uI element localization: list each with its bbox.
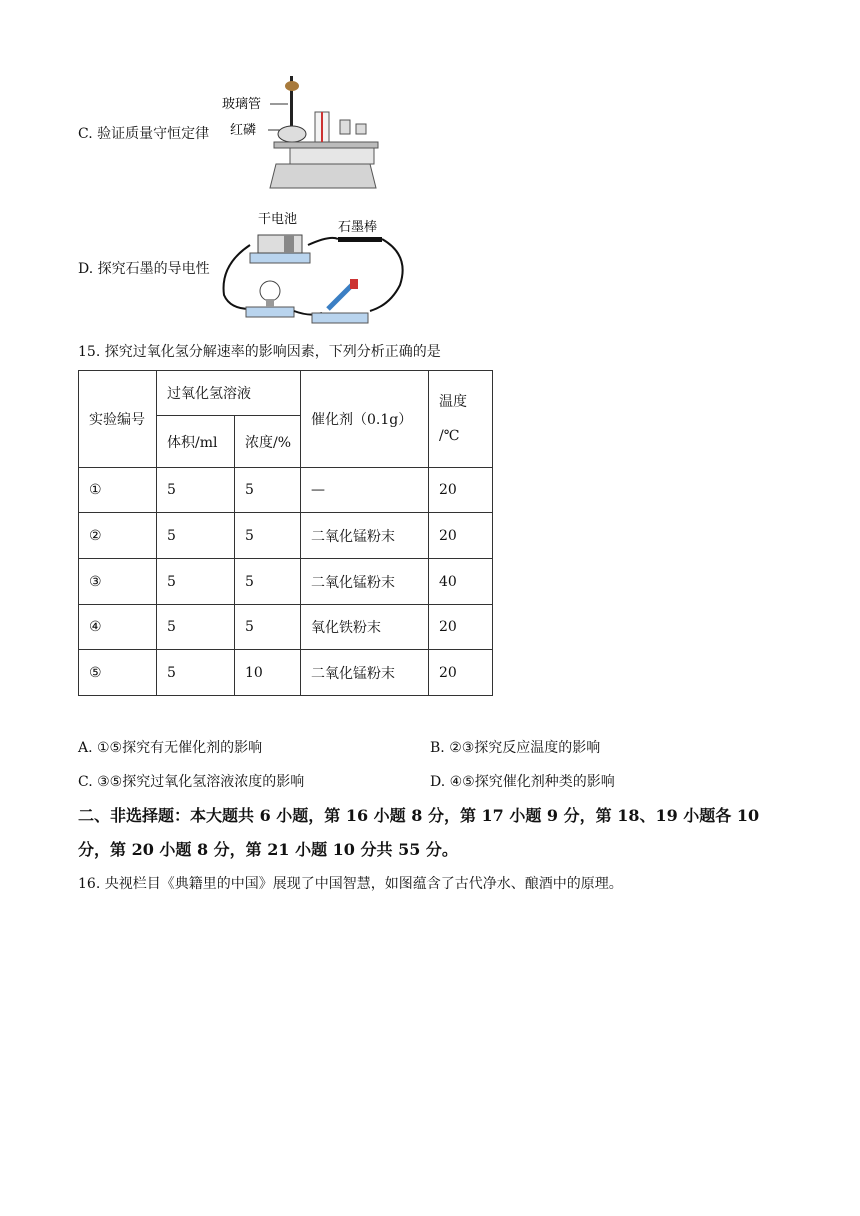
circuit-figure (220, 205, 410, 330)
experiment-table (78, 370, 493, 696)
table-row: ⑤ 5 10 二氧化锰粉末 20 (79, 650, 493, 696)
balance-figure (220, 70, 380, 192)
battery-label: 干电池 (258, 212, 298, 227)
table-row: ① 5 5 — 20 (79, 468, 493, 513)
table-row: ② 5 5 二氧化锰粉末 20 (79, 513, 493, 559)
option-d[interactable]: D. ④⑤探究催化剂种类的影响 (430, 774, 615, 790)
q16-stem: 16. 央视栏目《典籍里的中国》展现了中国智慧，如图蕴含了古代净水、酿酒中的原理。 (78, 876, 623, 892)
option-c[interactable]: C. ③⑤探究过氧化氢溶液浓度的影响 (78, 774, 305, 790)
section-2-title-line1: 二、非选择题：本大题共 6 小题，第 16 小题 8 分，第 17 小题 9 分，第 18、19 小题各 10 (78, 806, 760, 825)
red-phosphorus-label: 红磷 (230, 123, 257, 138)
q15-stem: 15. 探究过氧化氢分解速率的影响因素，下列分析正确的是 (78, 344, 441, 360)
header-catalyst: 催化剂（0.1g） (301, 371, 429, 468)
option-c-label: C. 验证质量守恒定律 (78, 126, 210, 142)
glass-tube-label: 玻璃管 (222, 97, 262, 112)
section-2-title-line2: 分，第 20 小题 8 分，第 21 小题 10 分共 55 分。 (78, 840, 458, 859)
table-row: ③ 5 5 二氧化锰粉末 40 (79, 559, 493, 605)
header-exp-no: 实验编号 (79, 371, 157, 468)
option-a[interactable]: A. ①⑤探究有无催化剂的影响 (78, 740, 263, 756)
option-b[interactable]: B. ②③探究反应温度的影响 (430, 740, 601, 756)
header-temperature: 温度 /℃ (429, 371, 493, 468)
header-solution: 过氧化氢溶液 (157, 371, 301, 416)
graphite-label: 石墨棒 (338, 220, 378, 235)
header-volume: 体积/ml (157, 416, 235, 468)
option-d-label: D. 探究石墨的导电性 (78, 261, 210, 277)
table-row: ④ 5 5 氧化铁粉末 20 (79, 605, 493, 650)
header-concentration: 浓度/% (235, 416, 301, 468)
